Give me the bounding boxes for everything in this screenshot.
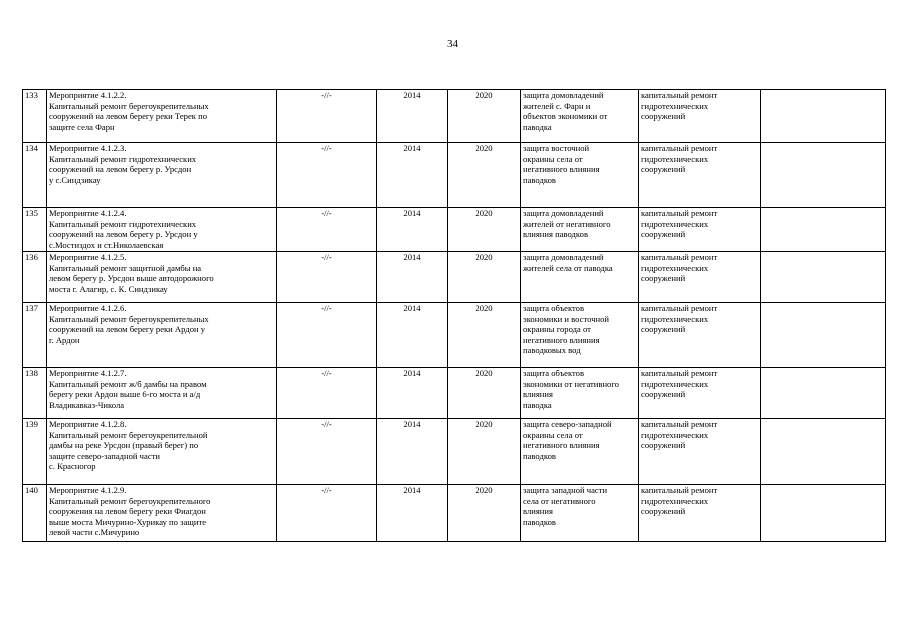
start-year-cell: 2014 [377,419,448,485]
ditto-mark-cell: -//- [277,303,377,368]
purpose-cell-line: паводка [523,121,552,132]
purpose-cell-line: влияния [523,389,553,400]
row-number-cell: 133 [23,90,47,143]
end-year-cell: 2020 [448,368,521,419]
start-year-cell: 2014 [377,143,448,208]
purpose-cell-line: жителей села от паводка [523,262,613,273]
work-type-cell-line: гидротехнических [641,153,709,164]
event-cell-line: моста г. Алагир, с. К. Синдзикау [49,283,168,294]
event-cell [47,368,277,419]
event-cell-line: сооружений на левом берегу реки Ардон у [49,324,206,335]
purpose-cell-line: защита западной части [523,485,608,495]
note-cell [761,419,886,485]
event-cell-line: сооружения на левом берегу реки Фиагдон [49,506,206,517]
purpose-cell-line: паводковых вод [523,345,581,356]
work-type-cell [639,368,761,419]
purpose-cell-line: защита домовладений [523,90,604,100]
purpose-cell-line: защита объектов [523,368,585,378]
table-row [23,90,886,143]
event-cell [47,419,277,485]
work-type-cell [639,90,761,143]
purpose-cell [521,143,639,208]
event-cell-line: с.Мостиздох и ст.Николаевская [49,239,164,250]
purpose-cell-line: защита северо-западной [523,419,612,429]
purpose-cell-line: негативного влияния [523,164,600,175]
event-cell [47,208,277,252]
work-type-cell [639,419,761,485]
purpose-cell [521,303,639,368]
row-number-cell: 140 [23,485,47,542]
event-cell-line: Мероприятие 4.1.2.9. [49,485,127,495]
table-row [23,368,886,419]
work-type-cell-line: гидротехнических [641,262,709,273]
work-type-cell-line: гидротехнических [641,429,709,440]
row-number-cell: 137 [23,303,47,368]
end-year-cell: 2020 [448,252,521,303]
work-type-cell-line: капитальный ремонт [641,252,718,262]
work-type-cell [639,252,761,303]
purpose-cell-line: жителей с. Фарн и [523,100,591,111]
table-row [23,303,886,368]
ditto-mark-cell: -//- [277,90,377,143]
purpose-cell-line: паводков [523,450,556,461]
work-type-cell-line: капитальный ремонт [641,368,718,378]
note-cell [761,252,886,303]
purpose-cell-line: защита восточной [523,143,590,153]
purpose-cell-line: окраины села от [523,153,583,164]
purpose-cell-line: влияния паводков [523,229,589,240]
work-type-cell-line: сооружений [641,389,686,400]
note-cell [761,485,886,542]
work-type-cell-line: гидротехнических [641,495,709,506]
purpose-cell-line: экономики от негативного [523,378,619,389]
work-type-cell-line: капитальный ремонт [641,208,718,218]
ditto-mark-cell: -//- [277,252,377,303]
end-year-cell: 2020 [448,208,521,252]
event-cell-line: левой части с.Мичурино [49,527,140,538]
event-cell-line: Капитальный ремонт гидротехнических [49,218,197,229]
work-type-cell-line: капитальный ремонт [641,90,718,100]
start-year-cell: 2014 [377,485,448,542]
event-cell-line: левом берегу р. Урсдон выше автодорожного [49,273,214,284]
table-row [23,208,886,252]
work-type-cell-line: сооружений [641,440,686,451]
table-row [23,419,886,485]
work-type-cell-line: гидротехнических [641,218,709,229]
ditto-mark-cell: -//- [277,419,377,485]
start-year-cell: 2014 [377,90,448,143]
work-type-cell [639,303,761,368]
work-type-cell-line: сооружений [641,324,686,335]
purpose-cell-line: защита объектов [523,303,585,313]
work-type-cell-line: капитальный ремонт [641,419,718,429]
event-cell-line: Капитальный ремонт берегоукрепительного [49,495,211,506]
purpose-cell-line: паводков [523,174,556,185]
event-cell-line: Мероприятие 4.1.2.8. [49,419,127,429]
event-cell-line: выше моста Мичурино-Хурикау по защите [49,516,207,527]
event-cell-line: с. Красногор [49,461,96,472]
purpose-cell-line: экономики и восточной [523,313,610,324]
ditto-mark-cell: -//- [277,143,377,208]
work-type-cell [639,485,761,542]
event-cell-line: дамбы на реке Урсдон (правый берег) по [49,440,199,451]
work-type-cell-line: гидротехнических [641,100,709,111]
purpose-cell [521,485,639,542]
measures-table [22,89,886,542]
start-year-cell: 2014 [377,368,448,419]
work-type-cell-line: сооружений [641,111,686,122]
purpose-cell [521,419,639,485]
purpose-cell [521,90,639,143]
row-number-cell: 138 [23,368,47,419]
note-cell [761,143,886,208]
purpose-cell-line: села от негативного [523,495,596,506]
event-cell-line: у с.Синдзикау [49,174,101,185]
event-cell-line: Капитальный ремонт берегоукрепительных [49,100,209,111]
end-year-cell: 2020 [448,485,521,542]
event-cell-line: сооружений на левом берегу р. Урсдон у [49,229,198,240]
event-cell-line: Мероприятие 4.1.2.3. [49,143,127,153]
purpose-cell-line: защита домовладений [523,208,604,218]
work-type-cell-line: сооружений [641,229,686,240]
event-cell-line: защите северо-западной части [49,450,160,461]
work-type-cell-line: сооружений [641,506,686,517]
purpose-cell-line: объектов экономики от [523,111,608,122]
work-type-cell-line: капитальный ремонт [641,303,718,313]
purpose-cell [521,252,639,303]
work-type-cell-line: капитальный ремонт [641,485,718,495]
end-year-cell: 2020 [448,90,521,143]
purpose-cell-line: негативного влияния [523,440,600,451]
row-number-cell: 135 [23,208,47,252]
start-year-cell: 2014 [377,303,448,368]
end-year-cell: 2020 [448,303,521,368]
purpose-cell-line: окраины села от [523,429,583,440]
ditto-mark-cell: -//- [277,368,377,419]
event-cell-line: Мероприятие 4.1.2.2. [49,90,127,100]
purpose-cell [521,208,639,252]
table-body [23,90,886,542]
purpose-cell-line: паводков [523,516,556,527]
purpose-cell-line: защита домовладений [523,252,604,262]
event-cell-line: Мероприятие 4.1.2.5. [49,252,127,262]
purpose-cell [521,368,639,419]
event-cell-line: Мероприятие 4.1.2.6. [49,303,127,313]
event-cell [47,303,277,368]
note-cell [761,90,886,143]
work-type-cell [639,208,761,252]
ditto-mark-cell: -//- [277,485,377,542]
end-year-cell: 2020 [448,419,521,485]
event-cell-line: защите села Фарн [49,121,115,132]
event-cell-line: Мероприятие 4.1.2.7. [49,368,127,378]
note-cell [761,368,886,419]
event-cell [47,252,277,303]
event-cell [47,485,277,542]
event-cell-line: берегу реки Ардон выше 6-го моста и а/д [49,389,201,400]
end-year-cell: 2020 [448,143,521,208]
event-cell-line: Капитальный ремонт берегоукрепительной [49,429,208,440]
event-cell-line: Владикавказ-Чикола [49,399,125,410]
event-cell-line: сооружений на левом берегу реки Терек по [49,111,207,122]
note-cell [761,303,886,368]
work-type-cell-line: капитальный ремонт [641,143,718,153]
event-cell-line: Мероприятие 4.1.2.4. [49,208,127,218]
purpose-cell-line: негативного влияния [523,334,600,345]
start-year-cell: 2014 [377,208,448,252]
row-number-cell: 134 [23,143,47,208]
work-type-cell-line: сооружений [641,164,686,175]
work-type-cell-line: сооружений [641,273,686,284]
row-number-cell: 136 [23,252,47,303]
event-cell-line: сооружений на левом берегу р. Урсдон [49,164,192,175]
event-cell-line: Капитальный ремонт гидротехнических [49,153,197,164]
row-number-cell: 139 [23,419,47,485]
note-cell [761,208,886,252]
event-cell-line: г. Ардон [49,334,80,345]
event-cell [47,90,277,143]
start-year-cell: 2014 [377,252,448,303]
page-number: 34 [447,38,458,50]
table-row [23,485,886,542]
purpose-cell-line: окраины города от [523,324,591,335]
ditto-mark-cell: -//- [277,208,377,252]
purpose-cell-line: влияния [523,506,553,517]
work-type-cell-line: гидротехнических [641,313,709,324]
table-row [23,143,886,208]
work-type-cell [639,143,761,208]
event-cell-line: Капитальный ремонт ж/б дамбы на правом [49,378,207,389]
event-cell-line: Капитальный ремонт берегоукрепительных [49,313,209,324]
table-row [23,252,886,303]
purpose-cell-line: жителей от негативного [523,218,611,229]
event-cell [47,143,277,208]
purpose-cell-line: паводка [523,399,552,410]
event-cell-line: Капитальный ремонт защитной дамбы на [49,262,202,273]
work-type-cell-line: гидротехнических [641,378,709,389]
